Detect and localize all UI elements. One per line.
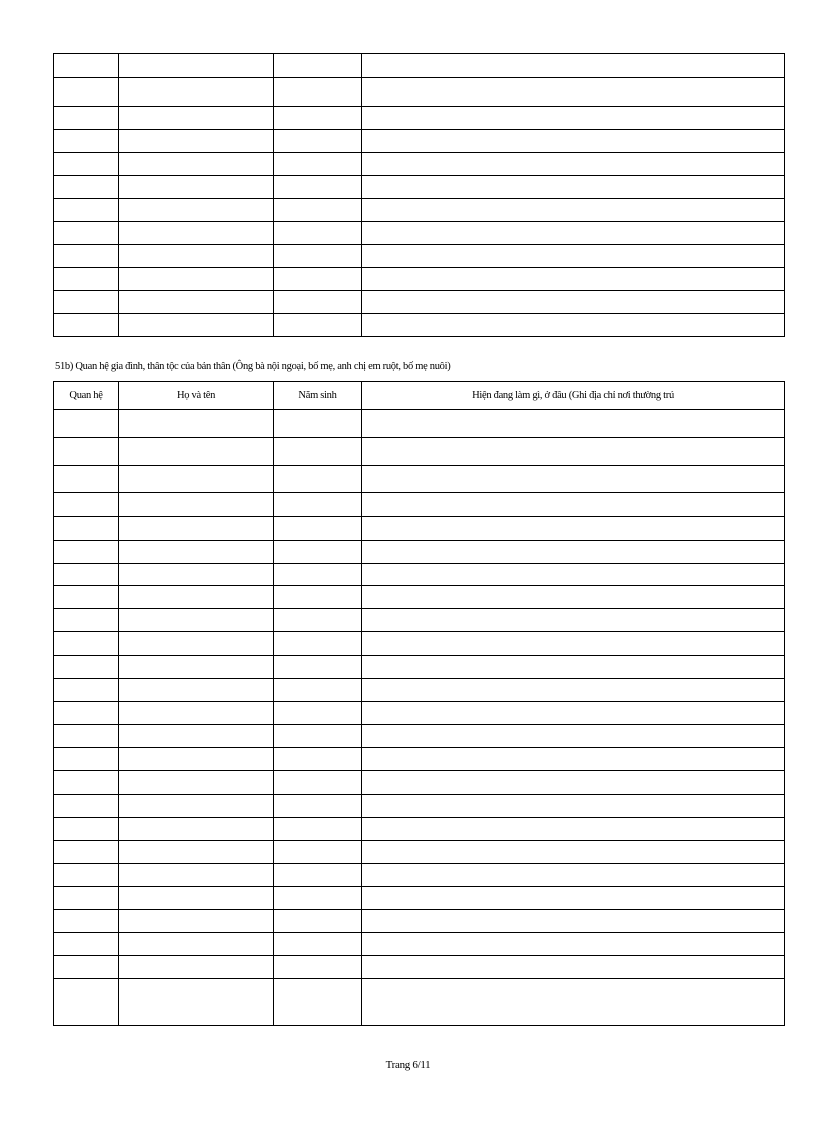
empty-cell: [362, 222, 785, 245]
empty-cell: [119, 541, 274, 564]
empty-cell: [274, 679, 362, 702]
table-row: [54, 933, 785, 956]
empty-cell: [274, 771, 362, 795]
empty-cell: [362, 771, 785, 795]
empty-cell: [119, 795, 274, 818]
empty-cell: [274, 818, 362, 841]
empty-cell: [274, 222, 362, 245]
empty-cell: [362, 199, 785, 222]
empty-cell: [274, 586, 362, 609]
empty-cell: [54, 130, 119, 153]
empty-cell: [274, 564, 362, 586]
empty-cell: [54, 438, 119, 466]
table-row: [54, 314, 785, 337]
empty-cell: [362, 818, 785, 841]
empty-cell: [119, 818, 274, 841]
empty-cell: [119, 725, 274, 748]
empty-cell: [119, 54, 274, 78]
empty-cell: [362, 864, 785, 887]
empty-cell: [362, 493, 785, 517]
empty-cell: [274, 725, 362, 748]
empty-cell: [274, 410, 362, 438]
empty-cell: [274, 153, 362, 176]
empty-cell: [274, 517, 362, 541]
table-row: [54, 466, 785, 493]
empty-cell: [362, 410, 785, 438]
empty-cell: [274, 979, 362, 1026]
empty-cell: [362, 910, 785, 933]
empty-cell: [119, 245, 274, 268]
table-row: [54, 291, 785, 314]
empty-cell: [119, 748, 274, 771]
empty-cell: [274, 632, 362, 656]
empty-cell: [54, 410, 119, 438]
table-row: [54, 725, 785, 748]
table-row: [54, 564, 785, 586]
empty-cell: [274, 864, 362, 887]
table-row: [54, 54, 785, 78]
empty-cell: [119, 887, 274, 910]
empty-cell: [362, 291, 785, 314]
empty-cell: [274, 107, 362, 130]
empty-cell: [119, 107, 274, 130]
empty-cell: [54, 586, 119, 609]
empty-cell: [54, 314, 119, 337]
empty-cell: [119, 864, 274, 887]
table-row: [54, 176, 785, 199]
empty-cell: [54, 632, 119, 656]
table-row: [54, 818, 785, 841]
empty-cell: [362, 153, 785, 176]
empty-cell: [362, 78, 785, 107]
table-row: [54, 748, 785, 771]
table-row: [54, 130, 785, 153]
empty-cell: [274, 314, 362, 337]
empty-cell: [54, 795, 119, 818]
empty-cell: [274, 130, 362, 153]
empty-cell: [119, 199, 274, 222]
empty-cell: [54, 541, 119, 564]
empty-cell: [119, 222, 274, 245]
empty-cell: [54, 564, 119, 586]
table-row: [54, 956, 785, 979]
table-row: [54, 656, 785, 679]
empty-cell: [274, 910, 362, 933]
previous-section-table: [53, 53, 785, 337]
empty-cell: [54, 979, 119, 1026]
empty-cell: [119, 632, 274, 656]
empty-cell: [119, 130, 274, 153]
table-row: [54, 632, 785, 656]
empty-cell: [274, 245, 362, 268]
empty-cell: [362, 933, 785, 956]
empty-cell: [119, 656, 274, 679]
empty-cell: [54, 748, 119, 771]
empty-cell: [119, 956, 274, 979]
empty-cell: [119, 268, 274, 291]
empty-cell: [274, 78, 362, 107]
empty-cell: [119, 410, 274, 438]
empty-cell: [119, 586, 274, 609]
table-row: [54, 586, 785, 609]
empty-cell: [54, 176, 119, 199]
empty-cell: [362, 841, 785, 864]
empty-cell: [119, 438, 274, 466]
table-row: [54, 199, 785, 222]
empty-cell: [362, 517, 785, 541]
empty-cell: [54, 933, 119, 956]
empty-cell: [54, 864, 119, 887]
empty-cell: [274, 268, 362, 291]
table-row: [54, 679, 785, 702]
table-row: [54, 438, 785, 466]
header-birth-year: Năm sinh: [274, 382, 362, 410]
family-relations-table: [53, 381, 785, 1026]
table-row: [54, 771, 785, 795]
empty-cell: [362, 107, 785, 130]
empty-cell: [119, 564, 274, 586]
empty-cell: [362, 586, 785, 609]
empty-cell: [274, 466, 362, 493]
header-relation: Quan hệ: [54, 382, 119, 410]
empty-cell: [362, 679, 785, 702]
header-full-name: Họ và tên: [119, 382, 274, 410]
empty-cell: [362, 466, 785, 493]
table-header-row: [54, 382, 785, 410]
page-number: Trang 6/11: [385, 1059, 431, 1071]
empty-cell: [54, 54, 119, 78]
empty-cell: [362, 438, 785, 466]
empty-cell: [54, 702, 119, 725]
empty-cell: [274, 199, 362, 222]
empty-cell: [274, 748, 362, 771]
empty-cell: [119, 910, 274, 933]
empty-cell: [119, 609, 274, 632]
empty-cell: [362, 609, 785, 632]
empty-cell: [119, 176, 274, 199]
table-row: [54, 795, 785, 818]
table-row: [54, 609, 785, 632]
table-row: [54, 864, 785, 887]
empty-cell: [54, 107, 119, 130]
empty-cell: [274, 795, 362, 818]
empty-cell: [362, 632, 785, 656]
table-row: [54, 702, 785, 725]
table-row: [54, 78, 785, 107]
empty-cell: [362, 748, 785, 771]
empty-cell: [362, 130, 785, 153]
empty-cell: [119, 153, 274, 176]
empty-cell: [119, 291, 274, 314]
empty-cell: [119, 979, 274, 1026]
empty-cell: [119, 771, 274, 795]
empty-cell: [362, 54, 785, 78]
empty-cell: [54, 656, 119, 679]
empty-cell: [362, 979, 785, 1026]
empty-cell: [54, 517, 119, 541]
empty-cell: [274, 438, 362, 466]
empty-cell: [274, 493, 362, 517]
empty-cell: [119, 314, 274, 337]
empty-cell: [274, 54, 362, 78]
empty-cell: [119, 933, 274, 956]
empty-cell: [54, 771, 119, 795]
empty-cell: [362, 956, 785, 979]
empty-cell: [362, 564, 785, 586]
empty-cell: [362, 656, 785, 679]
empty-cell: [54, 679, 119, 702]
table-row: [54, 153, 785, 176]
empty-cell: [119, 466, 274, 493]
table-row: [54, 841, 785, 864]
empty-cell: [54, 199, 119, 222]
table-row: [54, 541, 785, 564]
section-51b-caption: 51b) Quan hệ gia đình, thân tộc của bản thân (Ông bà nội ngoại, bố mẹ, anh chị em ruột, bố mẹ nuôi): [55, 361, 451, 372]
empty-cell: [274, 702, 362, 725]
empty-cell: [362, 887, 785, 910]
empty-cell: [274, 887, 362, 910]
empty-cell: [54, 466, 119, 493]
empty-cell: [362, 795, 785, 818]
empty-cell: [54, 841, 119, 864]
empty-cell: [54, 245, 119, 268]
empty-cell: [362, 176, 785, 199]
empty-cell: [362, 268, 785, 291]
empty-cell: [274, 841, 362, 864]
empty-cell: [54, 222, 119, 245]
empty-cell: [54, 291, 119, 314]
empty-cell: [362, 245, 785, 268]
empty-cell: [54, 268, 119, 291]
empty-cell: [119, 702, 274, 725]
table-row: [54, 410, 785, 438]
empty-cell: [362, 702, 785, 725]
empty-cell: [119, 679, 274, 702]
empty-cell: [274, 609, 362, 632]
table-row: [54, 887, 785, 910]
empty-cell: [54, 956, 119, 979]
table-row: [54, 107, 785, 130]
empty-cell: [54, 887, 119, 910]
empty-cell: [362, 725, 785, 748]
empty-cell: [274, 656, 362, 679]
table-row: [54, 910, 785, 933]
empty-cell: [274, 933, 362, 956]
table-row: [54, 493, 785, 517]
table-row: [54, 268, 785, 291]
empty-cell: [54, 725, 119, 748]
empty-cell: [119, 517, 274, 541]
table-row: [54, 222, 785, 245]
table-row: [54, 517, 785, 541]
empty-cell: [119, 493, 274, 517]
empty-cell: [119, 78, 274, 107]
empty-cell: [54, 609, 119, 632]
empty-cell: [362, 314, 785, 337]
table-row: [54, 979, 785, 1026]
empty-cell: [54, 493, 119, 517]
empty-cell: [119, 841, 274, 864]
empty-cell: [54, 78, 119, 107]
empty-cell: [274, 541, 362, 564]
header-current-info: Hiện đang làm gì, ở đâu (Ghi địa chỉ nơi thường trú: [362, 382, 785, 410]
table-row: [54, 245, 785, 268]
empty-cell: [274, 291, 362, 314]
empty-cell: [54, 153, 119, 176]
empty-cell: [54, 910, 119, 933]
empty-cell: [274, 956, 362, 979]
empty-cell: [362, 541, 785, 564]
empty-cell: [274, 176, 362, 199]
empty-cell: [54, 818, 119, 841]
